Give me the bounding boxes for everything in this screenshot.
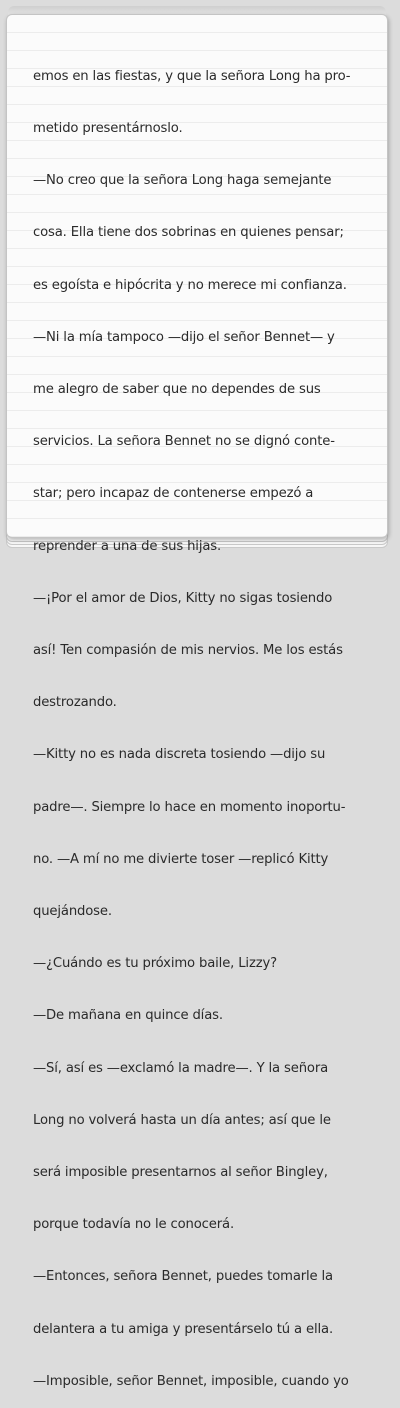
text-line: —No creo que la señora Long haga semejante: [33, 173, 332, 189]
text-line: cosa. Ella tiene dos sobrinas en quienes pensar;: [33, 225, 344, 241]
book-text[interactable]: [33, 33, 378, 1408]
text-line: —Kitty no es nada discreta tosiendo —dijo su: [33, 747, 326, 763]
text-line: emos en las fiestas, y que la señora Long ha pro-: [33, 68, 351, 84]
text-line: reprender a una de sus hijas.: [33, 538, 222, 554]
text-line: es egoísta e hipócrita y no merece mi confianza.: [33, 277, 347, 293]
text-line: —¡Por el amor de Dios, Kitty no sigas tosiendo: [33, 590, 333, 606]
text-line: quejándose.: [33, 904, 112, 920]
text-line: —Entonces, señora Bennet, puedes tomarle la: [33, 1269, 333, 1285]
text-line: no. —A mí no me divierte toser —replicó Kitty: [33, 851, 329, 867]
text-line: —De mañana en quince días.: [33, 1008, 223, 1024]
text-line: será imposible presentarnos al señor Bingley,: [33, 1165, 328, 1181]
text-line: delantera a tu amiga y presentárselo tú a ella.: [33, 1321, 333, 1337]
text-line: padre—. Siempre lo hace en momento inoportu-: [33, 799, 346, 815]
text-line: me alegro de saber que no dependes de sus: [33, 382, 321, 398]
text-line: destrozando.: [33, 695, 117, 711]
text-line: —Imposible, señor Bennet, imposible, cuando yo: [33, 1373, 349, 1389]
text-line: Long no volverá hasta un día antes; así que le: [33, 1112, 331, 1128]
text-line: así! Ten compasión de mis nervios. Me los estás: [33, 643, 343, 659]
text-line: metido presentárnoslo.: [33, 121, 183, 137]
text-line: servicios. La señora Bennet no se dignó conte-: [33, 434, 335, 450]
text-line: —Ni la mía tampoco —dijo el señor Bennet— y: [33, 329, 335, 345]
text-line: —¿Cuándo es tu próximo baile, Lizzy?: [33, 956, 277, 972]
text-line: —Sí, así es —exclamó la madre—. Y la señora: [33, 1060, 329, 1076]
text-line: star; pero incapaz de contenerse empezó a: [33, 486, 314, 502]
text-line: porque todavía no le conocerá.: [33, 1217, 234, 1233]
